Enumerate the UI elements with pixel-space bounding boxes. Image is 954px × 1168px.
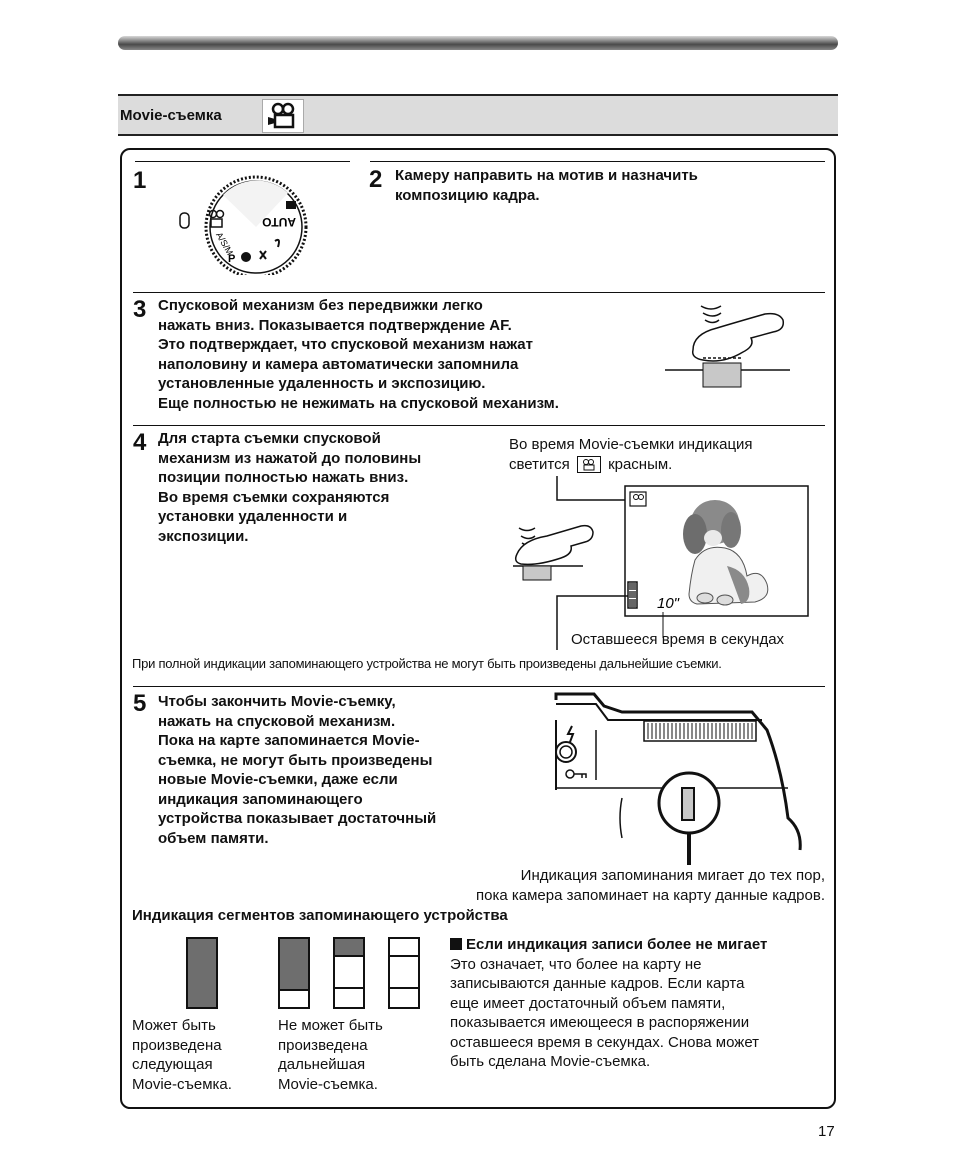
square-bullet-icon: [450, 938, 462, 950]
step4-line: Для старта съемки спусковой: [158, 430, 381, 447]
caption-line: следующая: [132, 1056, 213, 1073]
step3-line: наполовину и камера автоматически запомнила: [158, 355, 519, 373]
step3-text: [158, 296, 559, 413]
step3-line: Спусковой механизм без передвижки легко: [158, 297, 483, 314]
segment-caption-right: [278, 1016, 383, 1094]
caption-line: произведена: [278, 1036, 368, 1054]
memory-full-note: При полной индикации запоминающего устройства не могут быть произведены дальнейшие съемки.: [132, 656, 722, 671]
caption-line: Movie-съемка.: [132, 1075, 232, 1093]
step3-rule: [133, 292, 825, 293]
section-header: [118, 94, 838, 136]
step4-line: установки удаленности и: [158, 508, 348, 525]
step4-line: экспозиции.: [158, 527, 249, 545]
step5-rule: [133, 686, 825, 687]
step1-number: 1: [133, 167, 147, 194]
step5-caption-line2: пока камера запоминает на карту данные кадров.: [476, 886, 825, 904]
step4-caption: [509, 435, 753, 474]
half-press-illustration: [665, 300, 790, 392]
step4-line: Во время съемки сохраняются: [158, 488, 390, 506]
step3-line: установленные удаленность и экспозицию.: [158, 375, 486, 392]
no-blink-heading-row: [450, 935, 830, 955]
step1-rule: [135, 161, 350, 162]
step2-rule: [370, 161, 825, 162]
segment-bar-full: [186, 937, 218, 1009]
no-blink-line: записываются данные кадров. Если карта: [450, 975, 745, 992]
page-number: 17: [818, 1123, 835, 1140]
no-blink-line: показывается имеющееся в распоряжении: [450, 1014, 750, 1031]
no-blink-line: оставшееся время в секундах. Снова может: [450, 1033, 760, 1051]
caption-line: произведена: [132, 1036, 222, 1054]
step3-line: нажать вниз. Показывается подтверждение AF.: [158, 316, 512, 334]
segment-bar-one-third: [333, 937, 365, 1009]
caption-line: Может быть: [132, 1017, 216, 1034]
step3-line: Это подтверждает, что спусковой механизм нажат: [158, 336, 533, 353]
lcd-preview-illustration: [505, 470, 825, 650]
step4-text: [158, 429, 421, 546]
camera-top-illustration: [552, 690, 802, 865]
step4-line: позиции полностью нажать вниз.: [158, 469, 409, 486]
segments-heading: Индикация сегментов запоминающего устройства: [132, 907, 508, 924]
no-blink-heading: Если индикация записи более не мигает: [466, 936, 768, 953]
no-blink-line: еще имеет достаточный объем памяти,: [450, 994, 726, 1012]
step2-text: Камеру направить на мотив и назначить композицию кадра.: [395, 167, 698, 204]
no-blink-line: быть сделана Movie-съемка.: [450, 1053, 651, 1070]
dial-auto-label: AUTO: [262, 215, 296, 229]
segment-bar-empty: [388, 937, 420, 1009]
caption-line: Не может быть: [278, 1017, 383, 1034]
caption-line: дальнейшая: [278, 1056, 366, 1073]
step4-caption-text-b: красным.: [608, 455, 673, 473]
step4-caption-text-a: светится: [509, 455, 570, 473]
top-decorative-bar: [118, 36, 838, 50]
step4-rule: [133, 425, 825, 426]
section-title: Movie-съемка: [120, 107, 222, 124]
step5-number: 5: [133, 690, 147, 717]
remaining-time-caption: Оставшееся время в секундах: [571, 631, 785, 648]
step5-line: устройства показывает достаточный: [158, 810, 437, 827]
step3-number: 3: [133, 296, 147, 323]
movie-camera-icon: [262, 99, 304, 133]
segment-caption-left: [132, 1016, 232, 1094]
dial-asm-label: A/S/M: [214, 230, 235, 257]
step5-line: объем памяти.: [158, 829, 269, 847]
no-blink-note: [450, 935, 830, 1072]
step4-caption-line1: Во время Movie-съемки индикация: [509, 436, 753, 453]
step5-line: Пока на карте запоминается Movie-: [158, 732, 420, 749]
step4-line: механизм из нажатой до половины: [158, 449, 422, 467]
step5-line: Чтобы закончить Movie-съемку,: [158, 693, 396, 710]
segment-bar-two-thirds: [278, 937, 310, 1009]
step5-line: индикация запоминающего: [158, 790, 363, 808]
step3-line: Еще полностью не нежимать на спусковой механизм.: [158, 394, 559, 412]
step5-text: [158, 692, 436, 848]
step4-number: 4: [133, 429, 147, 456]
lcd-remaining-time: 10": [657, 595, 680, 612]
step5-line: съемка, не могут быть произведены: [158, 751, 433, 769]
step2-number: 2: [369, 166, 383, 193]
dial-p-label: P: [228, 253, 236, 265]
step5-line: нажать на спусковой механизм.: [158, 712, 396, 730]
step5-line: новые Movie-съемки, даже если: [158, 771, 398, 788]
no-blink-line: Это означает, что более на карту не: [450, 955, 702, 973]
step5-caption-line1: Индикация запоминания мигает до тех пор,: [520, 867, 825, 884]
caption-line: Movie-съемка.: [278, 1075, 378, 1093]
step5-caption: [410, 866, 825, 905]
mode-dial-illustration: [178, 165, 308, 275]
